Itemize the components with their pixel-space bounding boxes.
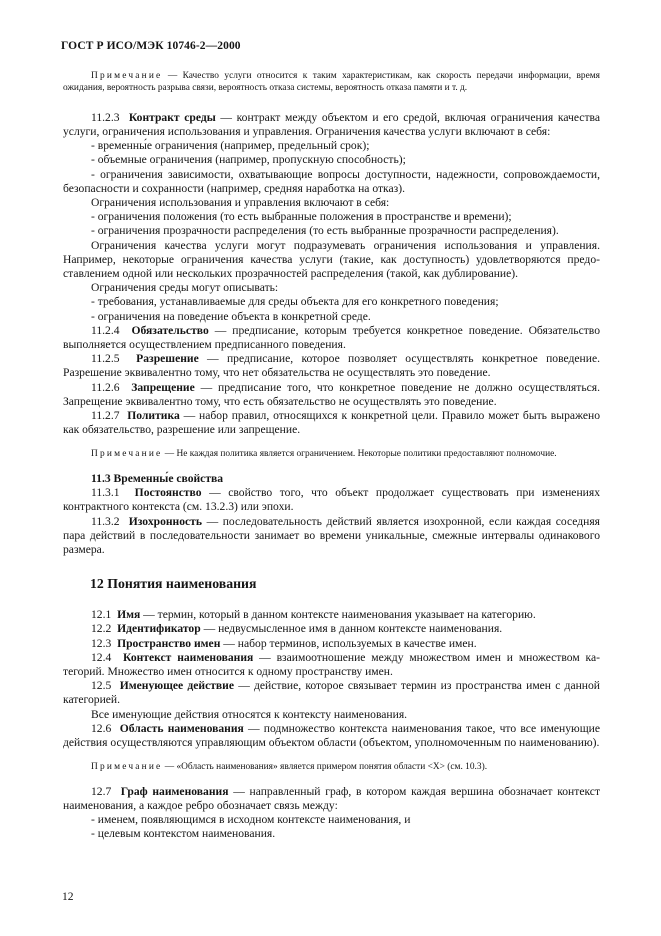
clause-12-7: [63, 785, 600, 813]
clause-term: Пространство имен: [117, 636, 221, 650]
page-number: 12: [62, 890, 74, 903]
clause-number: 12.7: [91, 784, 112, 798]
clause-term: Идентификатор: [117, 622, 201, 636]
clause-term: Граф наименования: [120, 784, 229, 798]
clause-term: Именующее действие: [119, 679, 234, 693]
list-item: - ограничения положения (то есть выбранные положения в пространстве и времени);: [91, 210, 512, 224]
list-item: - требования, устанавливаемые для среды объекта для его конкретного поведения;: [91, 295, 499, 309]
clause-text: — контракт между объектом и его средой, включая ограничения качества услуги, ограничения использования и управления. Ограничения качества услуги включают в себя:: [63, 110, 600, 139]
clause-text: — последовательность действий является изохронной, если каждая соседняя пара действий в последовательности занимает во времени уникальные, смежные интервалы одинакового размера.: [63, 514, 600, 556]
list-item: - временны́е ограничения (например, предельный срок);: [91, 139, 370, 153]
clause-number: 11.2.3: [91, 110, 120, 124]
note-quality-of-service: [63, 70, 600, 95]
clause-number: 11.3.1: [91, 486, 120, 500]
clause-term: Обязательство: [131, 323, 209, 337]
clause-term: Область наименования: [119, 721, 244, 735]
usage-intro: Ограничения использования и управления включают в себя:: [91, 196, 390, 210]
clause-12-5: [63, 679, 600, 707]
note-text: — «Область наименования» является примером понятия области <X> (см. 10.3).: [162, 762, 488, 773]
note-text: — Не каждая политика является ограничением. Некоторые политики предоставляют полномочие.: [162, 449, 557, 460]
note-text: — Качество услуги относится к таким характеристикам, как скорость передачи информации, время ожидания, вероятность разрыва связи, вероятность отказа системы, вероятность отказа памяти и т. д.: [63, 71, 600, 94]
clause-term: Запрещение: [131, 380, 195, 394]
list-item: - именем, появляющимся в исходном контексте наименования, и: [91, 812, 411, 826]
clause-text: — взаимоотношение между множеством имен и множеством категорий. Множество имен относится к одному пространству имен.: [63, 650, 600, 678]
clause-11-2-3: [63, 111, 600, 139]
clause-term: Контекст наименования: [122, 650, 254, 664]
clause-number: 12.2: [91, 622, 112, 636]
clause-number: 11.2.4: [91, 323, 120, 337]
clause-text: — свойство того, что объект продолжает существовать при изменениях контрактного контекста (см. 13.2.3) или эпохи.: [63, 486, 600, 514]
clause-text: — термин, который в данном контексте наименования указывает на категорию.: [140, 608, 536, 622]
clause-number: 11.2.5: [91, 352, 120, 366]
clause-text: — недвусмысленное имя в данном контексте наименования.: [200, 622, 503, 636]
clause-11-2-4: [63, 324, 600, 352]
clause-12-3: [63, 637, 600, 651]
note-label: Примечание: [91, 71, 163, 81]
clause-11-2-5: [63, 352, 600, 380]
clause-term: Политика: [127, 409, 180, 423]
clause-number: 12.5: [91, 679, 112, 693]
list-item: - ограничения прозрачности распределения (то есть выбранные прозрачности распределения).: [91, 224, 559, 238]
clause-number: 11.2.6: [91, 380, 120, 394]
naming-actions-paragraph: Все именующие действия относятся к контексту наименования.: [91, 707, 408, 721]
clause-text: — предписание, которым требуется конкретное поведение. Обязательство выполняется осуществлением предписанного поведения.: [63, 323, 600, 352]
clause-11-2-6: [63, 381, 600, 409]
env-intro: Ограничения среды могут описывать:: [91, 281, 279, 295]
page-header: ГОСТ Р ИСО/МЭК 10746-2—2000: [61, 40, 241, 52]
clause-number: 12.4: [91, 650, 112, 664]
list-item: - объемные ограничения (например, пропускную способность);: [91, 153, 406, 167]
clause-12-1: [63, 608, 600, 622]
clause-text: — набор терминов, используемых в качестве имен.: [220, 636, 477, 650]
note-naming-domain: [63, 761, 600, 773]
clause-number: 12.1: [91, 608, 112, 622]
clause-12-2: [63, 622, 600, 636]
clause-term: Разрешение: [136, 352, 199, 366]
clause-text: — набор правил, относящихся к конкретной цели. Правило может быть выражено как обязательство, разрешение или запрещение.: [63, 409, 601, 437]
list-item: - целевым контекстом наименования.: [91, 827, 276, 841]
clause-11-2-7: [63, 409, 600, 437]
section-heading-12: 12 Понятия наименования: [90, 576, 257, 592]
clause-11-3-2: [63, 515, 600, 558]
qos-usage-paragraph: Ограничения качества услуги могут подразумевать ограничения использования и управления. Например, некоторые ограничения качества услуги (такие, как доступность) удовлетворяются предоставлением одной или нескольких прозрачностей распределения (такой, как дублирование).: [63, 238, 600, 281]
note-policy: [63, 448, 600, 460]
note-label: Примечание: [91, 449, 163, 460]
clause-11-3-1: [63, 486, 600, 514]
clause-number: 12.6: [91, 721, 112, 735]
clause-number: 11.3.2: [91, 514, 120, 528]
clause-12-4: [63, 651, 600, 679]
clause-12-6: [63, 722, 600, 750]
note-label: Примечание: [91, 762, 163, 773]
clause-text: — действие, которое связывает термин из пространства имен с данной категорией.: [63, 679, 601, 707]
list-item: - ограничения зависимости, охватывающие вопросы доступности, надежности, сопровождаемости, безопасности и сохранности (например, средняя наработка на отказ).: [63, 167, 600, 195]
clause-term: Постоянство: [134, 486, 202, 500]
subsection-heading-11-3: 11.3 Временны́е свойства: [91, 471, 224, 485]
clause-term: Имя: [117, 608, 141, 622]
clause-text: — подмножество контекста наименования такое, что все именующие действия осуществляются управляющим объектом области (объектом, уполномоченным по наименованию).: [63, 721, 600, 749]
clause-text: — направленный граф, в котором каждая вершина обозначает контекст наименования, а каждое ребро обозначает связь между:: [63, 784, 601, 812]
clause-number: 12.3: [91, 636, 112, 650]
clause-text: — предписание, которое позволяет осуществлять конкретное поведение. Разрешение эквивалентно тому, что нет обязательства не осуществлять это поведение.: [63, 352, 601, 380]
clause-number: 11.2.7: [91, 409, 120, 423]
clause-term: Контракт среды: [128, 110, 216, 124]
clause-term: Изохронность: [128, 514, 202, 528]
clause-text: — предписание того, что конкретное поведение не должно осуществляться. Запрещение эквивалентно тому, что есть обязательство не осуществлять это поведение.: [63, 380, 600, 408]
list-item: - ограничения на поведение объекта в конкретной среде.: [91, 309, 371, 323]
